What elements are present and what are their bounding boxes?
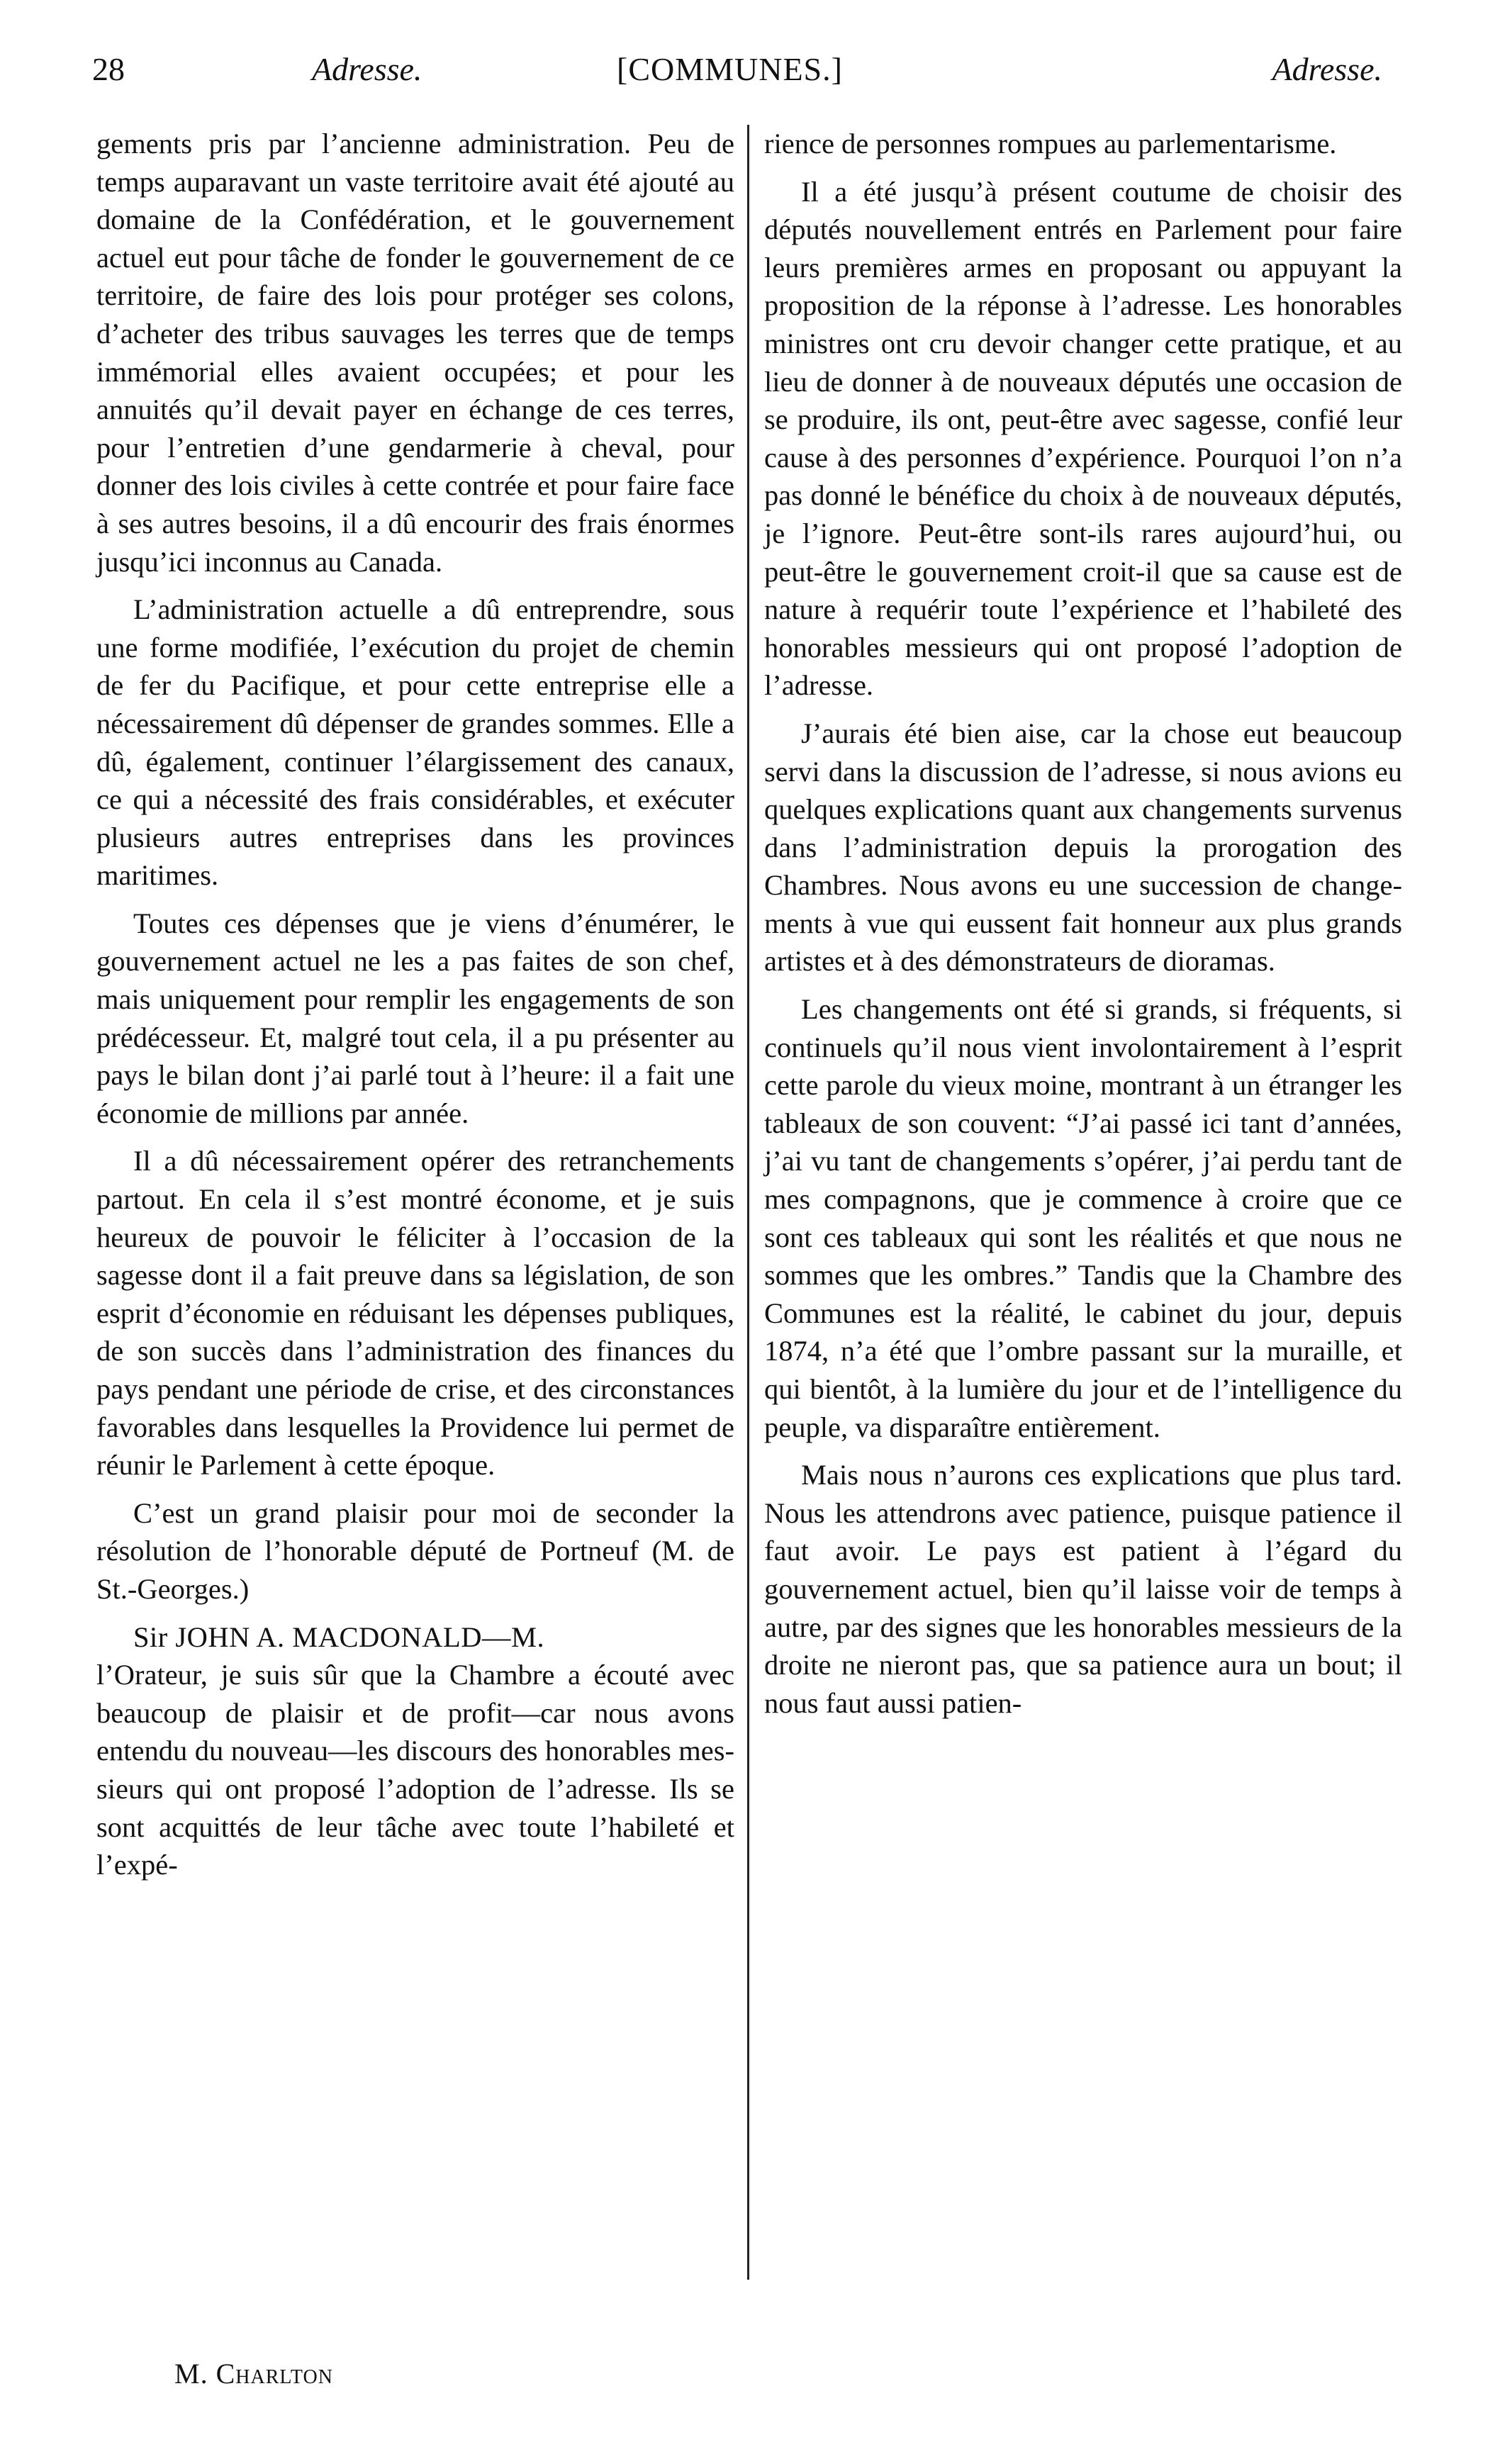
paragraph: J’aurais été bien aise, car la chose eut beaucoup servi dans la discussion de l’adresse, si nous avions eu quelques explications quant aux changements survenus dans l’administration depuis la prorogation des Chambres. Nous avons eu une succession de changements à vue qui eussent fait honneur aux plus grands artistes et à des démonstrateurs de dioramas. — [764, 717, 1402, 978]
speaker-name: Sir JOHN A. MACDONALD—M. — [133, 1620, 545, 1653]
paragraph: Mais nous n’aurons ces explications que plus tard. Nous les attendrons avec patience, puisque patience il faut avoir. Le pays est patient à l’égard du gouvernement actuel, bien qu’il laisse voir de temps à autre, par des signes que les honorables messieurs de la droite ne nieront pas, que sa patience aura un bout; il nous faut aussi patien- — [764, 1459, 1402, 1719]
running-head-left: Adresse. — [312, 51, 422, 87]
column-divider — [747, 125, 749, 2280]
running-head-right: Adresse. — [1272, 51, 1382, 87]
footer-name: Charlton — [216, 2358, 333, 2390]
paragraph: Il a été jusqu’à présent coutume de choisir des députés nouvellement entrés en Parlement pour faire leurs premières armes en proposant ou appuyant la proposition de la réponse à l’adresse. Les honorables ministres ont cru devoir changer cette pratique, et au lieu de donner à de nouveaux députés une occasion de se produire, ils ont, peut-être avec sagesse, confié leur cause à des personnes d’expérience. Pourquoi l’on n’a pas donné le bénéfice du choix à de nouveaux députés, je l’ignore. Peut-être sont-ils rares aujourd’hui, ou peut-être le gouvernement croit-il que sa cause est de nature à requérir toute l’expérience et l’habileté des honorables messieurs qui ont proposé l’adoption de l’adresse. — [764, 175, 1402, 702]
running-head-center: [COMMUNES.] — [617, 51, 843, 87]
paragraph: Il a dû nécessairement opérer des retranchements partout. En cela il s’est montré économe, et je suis heureux de pouvoir le féliciter à l’occasion de la sagesse dont il a fait preuve dans sa législation, de son esprit d’économie en réduisant les dépenses publiques, de son succès dans l’administration des finances du pays pendant une période de crise, et des circonstances favorables dans lesquelles la Providence lui permet de réunir le Parlement à cette époque. — [96, 1145, 734, 1482]
paragraph: rience de personnes rompues au parlementarisme. — [764, 128, 1337, 159]
speaker-paragraph — [96, 1618, 734, 1657]
paragraph: gements pris par l’ancienne administration. Peu de temps auparavant un vaste territoire avait été ajouté au domaine de la Confédération, et le gouvernement actuel eut pour tâche de fonder le gouvernement de ce territoire, de faire des lois pour protéger ses colons, d’acheter des tribus sauvages les terres que de temps immémorial elles avaient occupées; et pour les annuités qu’il devait payer en échange de ces terres, pour l’entretien d’une gendarmerie à cheval, pour donner des lois civiles à cette contrée et pour faire face à ses autres besoins, il a dû encourir des frais énormes jusqu’ici inconnus au Canada. — [96, 128, 734, 578]
left-column — [96, 125, 734, 1894]
right-column — [764, 125, 1402, 1732]
paragraph: L’administration actuelle a dû entreprendre, sous une forme modifiée, l’exécution du projet de chemin de fer du Pacifique, et pour cette entreprise elle a nécessairement dû dépenser de grandes sommes. Elle a dû, également, continuer l’élargissement des canaux, ce qui a nécessité des frais considérables, et exécuter plusieurs autres entreprises dans les provinces maritimes. — [96, 593, 734, 892]
page-header — [92, 41, 1394, 98]
page-number: 28 — [92, 51, 125, 87]
paragraph: Les changements ont été si grands, si fréquents, si continuels qu’il nous vient involontairement à l’esprit cette parole du vieux moine, montrant à un étranger les tableaux de son couvent: “J’ai passé ici tant d’années, j’ai vu tant de changements s’opérer, j’ai perdu tant de mes compagnons, que je commence à croire que ce sont ces tableaux qui sont les réalités et que nous ne sommes que les ombres.” Tandis que la Chambre des Communes est la réalité, le cabinet du jour, depuis 1874, n’a été que l’ombre passant sur la muraille, et qui bientôt, à la lumière du jour et de l’intelligence du peuple, va disparaître entièrement. — [764, 993, 1402, 1443]
paragraph: C’est un grand plaisir pour moi de seconder la résolution de l’honorable député de Portneuf (M. de St.-Georges.) — [96, 1496, 734, 1605]
paragraph: Toutes ces dépenses que je viens d’énumérer, le gouvernement actuel ne les a pas faites de son chef, mais uniquement pour remplir les engagements de son prédécesseur. Et, malgré tout cela, il a pu présenter au pays le bilan dont j’ai parlé tout à l’heure: il a fait une économie de millions par année. — [96, 907, 734, 1129]
paragraph: l’Orateur, je suis sûr que la Chambre a écouté avec beaucoup de plaisir et de profit—car nous avons entendu du nouveau—les discours des honorables messieurs qui ont proposé l’adoption de l’adresse. Ils se sont acquittés de leur tâche avec toute l’habileté et l’expé- — [96, 1659, 734, 1881]
page-footer — [174, 2355, 333, 2393]
footer-prefix: M. — [174, 2358, 208, 2390]
